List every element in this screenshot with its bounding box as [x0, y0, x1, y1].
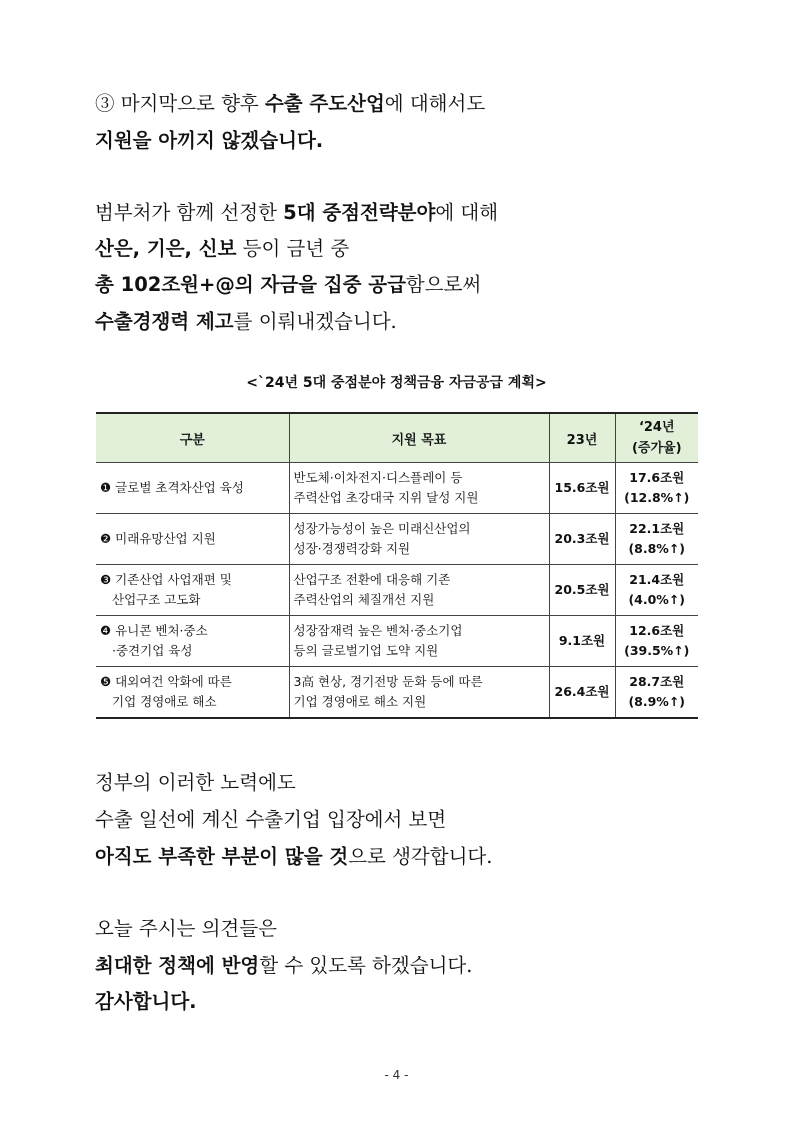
- amount-2024-cell: [615, 463, 698, 514]
- cell-line: 반도체·이차전지·디스플레이 등: [293, 470, 463, 485]
- table-row: [96, 565, 698, 616]
- bold-text: 수출경쟁력 제고: [95, 310, 234, 333]
- text-segment: 수출 일선에 계신 수출기업 입장에서 보면: [95, 808, 447, 831]
- text-segment: 에 대해서도: [384, 92, 486, 115]
- goal-cell: [289, 616, 549, 667]
- amount-2023-cell: 20.5조원: [549, 565, 615, 616]
- cell-line: 22.1조원: [629, 521, 685, 536]
- paragraph-line: [95, 201, 498, 225]
- amount-2023-cell: 15.6조원: [549, 463, 615, 514]
- header-2024-growth: (증가율): [631, 441, 682, 456]
- text-segment: 범부처가 함께 선정한: [95, 201, 284, 224]
- cell-line: 3高 현상, 경기전망 둔화 등에 따른: [293, 674, 483, 689]
- cell-line: 성장·경쟁력강화 지원: [293, 541, 411, 556]
- paragraph-line: [95, 92, 485, 116]
- table-row: [96, 616, 698, 667]
- cell-line: 산업구조 전환에 대응해 기존: [293, 572, 451, 587]
- cell-line: 28.7조원: [629, 674, 685, 689]
- category-cell: [96, 463, 289, 514]
- header-2024: [615, 413, 698, 463]
- goal-cell: [289, 514, 549, 565]
- cell-line: 기업 경영애로 해소: [112, 694, 217, 709]
- amount-2023-cell: 9.1조원: [549, 616, 615, 667]
- bold-text: 5대 중점전략분야: [283, 201, 436, 224]
- cell-line: 17.6조원: [629, 470, 685, 485]
- cell-line: (8.8%↑): [628, 541, 686, 556]
- cell-line: 산업구조 고도화: [112, 592, 201, 607]
- cell-line: ❷ 미래유망산업 지원: [100, 531, 216, 546]
- cell-line: ·중견기업 육성: [112, 643, 193, 658]
- bold-text: 감사합니다.: [95, 990, 197, 1013]
- cell-line: 기업 경영애로 해소 지원: [293, 694, 427, 709]
- cell-line: ❺ 대외여건 악화에 따른: [100, 674, 232, 689]
- cell-line: ❸ 기존산업 사업재편 및: [100, 572, 232, 587]
- paragraph-line: [95, 917, 277, 941]
- cell-line: 12.6조원: [629, 623, 685, 638]
- text-segment: 를 이뤄내겠습니다.: [233, 310, 397, 333]
- text-segment: 등이 금년 중: [236, 237, 350, 260]
- text-segment: 함으로써: [405, 273, 482, 296]
- category-cell: [96, 514, 289, 565]
- table-row: [96, 667, 698, 719]
- cell-line: 성장잠재력 높은 벤처·중소기업: [293, 623, 463, 638]
- paragraph-line: [95, 237, 349, 261]
- amount-2024-cell: [615, 667, 698, 719]
- paragraph-line: [95, 273, 481, 297]
- paragraph-line: [95, 771, 296, 795]
- table-title: <`24년 5대 중점분야 정책금융 자금공급 계획>: [246, 375, 547, 391]
- cell-line: 주력산업 초강대국 지위 달성 지원: [293, 490, 479, 505]
- table-header-row: [96, 413, 698, 463]
- text-segment: ③ 마지막으로 향후: [95, 92, 265, 115]
- paragraph-line: [95, 310, 397, 334]
- header-category: 구분: [96, 413, 289, 463]
- text-segment: 으로 생각합니다.: [348, 845, 493, 868]
- cell-line: (12.8%↑): [624, 490, 690, 505]
- bold-text: 지원을 아끼지 않겠습니다.: [95, 129, 324, 152]
- amount-2023-cell: 26.4조원: [549, 667, 615, 719]
- category-cell: [96, 616, 289, 667]
- funding-plan-table: [96, 412, 698, 719]
- bold-text: 산은, 기은, 신보: [95, 237, 237, 260]
- goal-cell: [289, 667, 549, 719]
- bold-text: 총 102조원+@의 자금을 집중 공급: [95, 273, 406, 296]
- goal-cell: [289, 463, 549, 514]
- cell-line: (4.0%↑): [628, 592, 686, 607]
- text-segment: 정부의 이러한 노력에도: [95, 771, 296, 794]
- paragraph-line: [95, 845, 492, 869]
- cell-line: 주력산업의 체질개선 지원: [293, 592, 435, 607]
- paragraph-line: [95, 808, 446, 832]
- amount-2024-cell: [615, 514, 698, 565]
- amount-2023-cell: 20.3조원: [549, 514, 615, 565]
- category-cell: [96, 667, 289, 719]
- amount-2024-cell: [615, 565, 698, 616]
- text-segment: 할 수 있도록 하겠습니다.: [259, 954, 473, 977]
- goal-cell: [289, 565, 549, 616]
- cell-line: 21.4조원: [629, 572, 685, 587]
- table-row: [96, 463, 698, 514]
- header-2024-year: ‘24년: [638, 420, 675, 435]
- header-goal: 지원 목표: [289, 413, 549, 463]
- table-row: [96, 514, 698, 565]
- paragraph-line: [95, 954, 472, 978]
- cell-line: 등의 글로벌기업 도약 지원: [293, 643, 439, 658]
- bold-text: 아직도 부족한 부분이 많을 것: [95, 845, 349, 868]
- page-number: - 4 -: [384, 1068, 409, 1082]
- bold-text: 최대한 정책에 반영: [95, 954, 260, 977]
- cell-line: (8.9%↑): [628, 694, 686, 709]
- cell-line: (39.5%↑): [624, 643, 690, 658]
- category-cell: [96, 565, 289, 616]
- header-2023: 23년: [549, 413, 615, 463]
- bold-text: 수출 주도산업: [264, 92, 385, 115]
- paragraph-line: [95, 990, 197, 1014]
- cell-line: ❹ 유니콘 벤처·중소: [100, 623, 208, 638]
- cell-line: ❶ 글로벌 초격차산업 육성: [100, 480, 244, 495]
- paragraph-line: [95, 129, 323, 153]
- text-segment: 오늘 주시는 의견들은: [95, 917, 277, 940]
- text-segment: 에 대해: [435, 201, 499, 224]
- amount-2024-cell: [615, 616, 698, 667]
- cell-line: 성장가능성이 높은 미래신산업의: [293, 521, 471, 536]
